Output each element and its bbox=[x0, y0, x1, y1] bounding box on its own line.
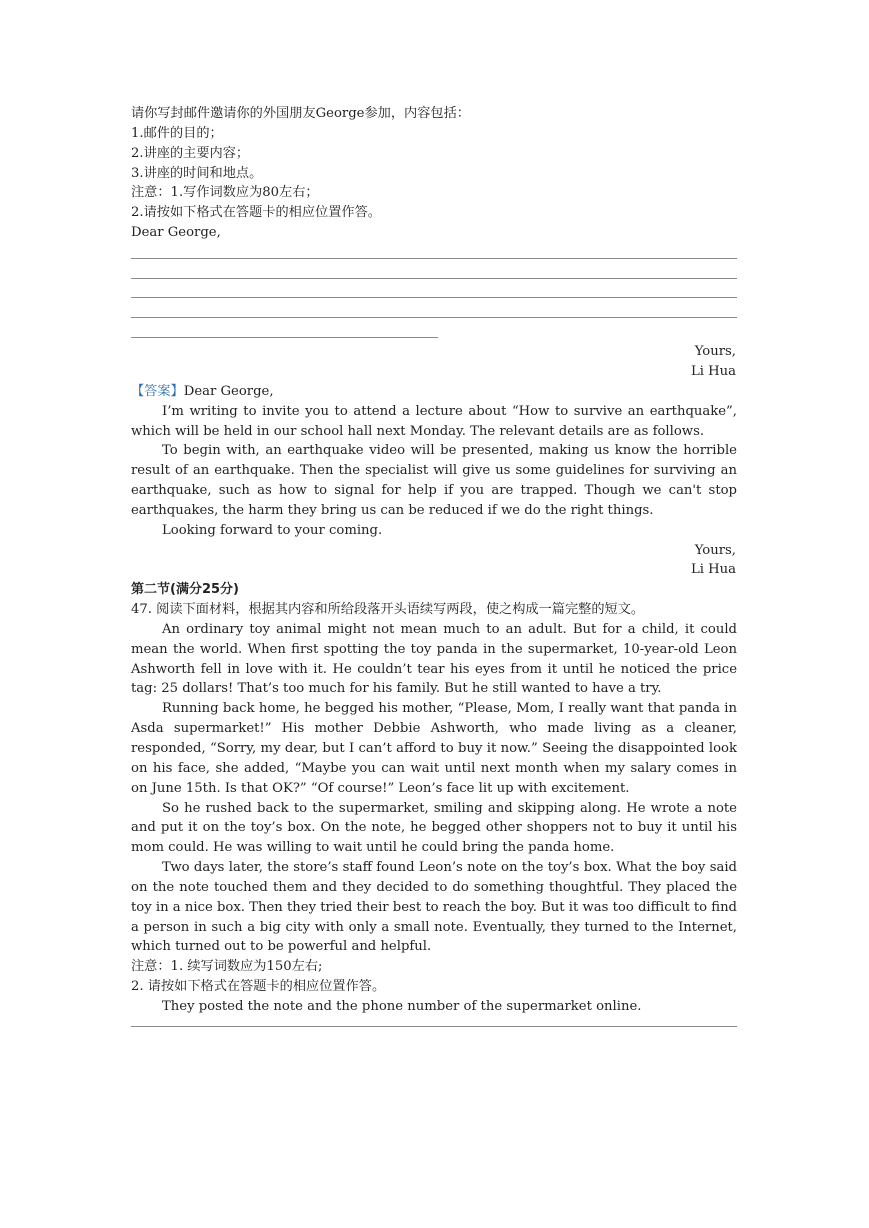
writing-line bbox=[131, 263, 737, 283]
task-note-2: 2.请按如下格式在答题卡的相应位置作答。 bbox=[131, 205, 381, 221]
section-title: 第二节(满分25分) bbox=[131, 582, 239, 598]
answer-closing: Yours, bbox=[694, 542, 736, 558]
story-paragraph: Running back home, he begged his mother, “Please, Mom, I really want that panda in Asda supermarket!” His mother Debbie Ashworth, who made living as a cleaner, responded, “Sorry, my dear, but I can’t afford to buy it now.” Seeing the disappointed look on his face, she added, “Maybe you can wait until next month when my salary comes in on June 15th. Is that OK?” “Of course!” Leon’s face lit up with excitement. bbox=[131, 701, 737, 796]
writing-line bbox=[131, 1017, 737, 1029]
answer-label: 【答案】 bbox=[131, 383, 184, 399]
answer-paragraph: I’m writing to invite you to attend a lecture about “How to survive an earthquake”, which will be held in our school hall next Monday. The relevant details are as follows. bbox=[131, 403, 737, 439]
story-paragraph: Two days later, the store’s staff found Leon’s note on the toy’s box. What the boy said on the note touched them and they decided to do something thoughtful. They placed the toy in a nice box. Then they tried their best to reach the boy. But it was too difficult to find a person in such a big city with only a small note. Eventually, they turned to the Internet, which turned out to be powerful and helpful. bbox=[131, 860, 737, 955]
writing-line-short bbox=[131, 322, 737, 342]
section-note-1: 注意：1. 续写词数应为150左右; bbox=[131, 959, 323, 975]
letter-salutation: Dear George, bbox=[131, 225, 221, 241]
writing-line bbox=[131, 243, 737, 263]
task-item-2: 2.讲座的主要内容； bbox=[131, 145, 250, 161]
writing-line bbox=[131, 283, 737, 303]
task-item-1: 1.邮件的目的； bbox=[131, 125, 223, 141]
answer-paragraph: Looking forward to your coming. bbox=[162, 522, 383, 538]
document-page bbox=[131, 104, 737, 1029]
answer-header bbox=[131, 382, 737, 402]
task-note-1: 注意：1.写作词数应为80左右； bbox=[131, 185, 319, 201]
writing-line bbox=[131, 302, 737, 322]
task-prompt: 请你写封邮件邀请你的外国朋友George参加，内容包括： bbox=[131, 106, 470, 121]
continuation-starter: They posted the note and the phone number of the supermarket online. bbox=[162, 998, 642, 1014]
story-paragraph: An ordinary toy animal might not mean much to an adult. But for a child, it could mean the world. When first spotting the toy panda in the supermarket, 10-year-old Leon Ashworth fell in love with it. He couldn’t tear his eyes from it until he noticed the price tag: 25 dollars! That’s too much for his family. But he still wanted to have a try. bbox=[131, 621, 737, 697]
answer-paragraph: To begin with, an earthquake video will be presented, making us know the horrible result of an earthquake. Then the specialist will give us some guidelines for surviving an earthquake, such as how to signal for help if you are trapped. Though we can't stop earthquakes, the harm they bring us can be reduced if we do the right things. bbox=[131, 443, 737, 518]
section-instruction: 47. 阅读下面材料，根据其内容和所给段落开头语续写两段，使之构成一篇完整的短文。 bbox=[131, 602, 645, 618]
letter-closing: Yours, bbox=[694, 344, 736, 360]
answer-signature: Li Hua bbox=[690, 562, 736, 578]
section-note-2: 2. 请按如下格式在答题卡的相应位置作答。 bbox=[131, 979, 386, 995]
letter-signature: Li Hua bbox=[690, 363, 736, 379]
answer-salutation: Dear George, bbox=[183, 383, 274, 399]
story-paragraph: So he rushed back to the supermarket, smiling and skipping along. He wrote a note and put it on the toy’s box. On the note, he begged other shoppers not to buy it until his mom could. He was willing to wait until he could bring the panda home. bbox=[131, 800, 737, 856]
task-item-3: 3.讲座的时间和地点。 bbox=[131, 165, 263, 181]
